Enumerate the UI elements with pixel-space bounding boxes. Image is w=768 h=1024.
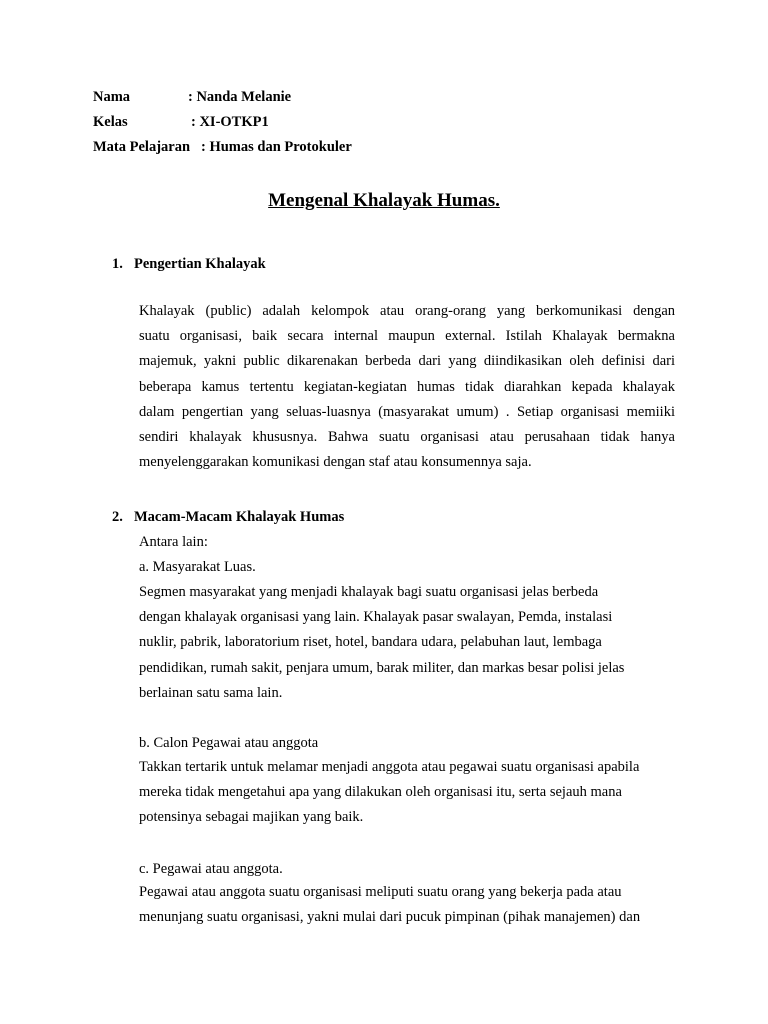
subsection-b-title: b. Calon Pegawai atau anggota [139, 735, 319, 751]
subsection-b-line: Takkan tertarik untuk melamar menjadi anggota atau pegawai suatu organisasi apabila [139, 759, 640, 775]
subsection-a-paragraph [139, 580, 684, 706]
header-mapel-row [93, 138, 352, 156]
section1-paragraph [139, 299, 675, 475]
subsection-a-line: pendidikan, rumah sakit, penjara umum, barak militer, dan markas besar polisi jelas [139, 659, 625, 676]
section1-heading [112, 255, 266, 273]
section1-line: suatu organisasi, baik secara internal maupun external. Istilah Khalayak bermakna [139, 328, 675, 345]
mapel-value: : Humas dan Protokuler [201, 139, 352, 155]
kelas-value: : XI-OTKP1 [191, 114, 269, 130]
subsection-c-line: menunjang suatu organisasi, yakni mulai dari pucuk pimpinan (pihak manajemen) dan [139, 909, 641, 926]
subsection-c-paragraph [139, 880, 684, 930]
page-title: Mengenal Khalayak Humas. [268, 190, 500, 211]
section1-line: dalam pengertian yang seluas-luasnya (masyarakat umum) . Setiap organisasi memiiki [139, 403, 675, 420]
nama-label: Nama [93, 89, 131, 105]
subsection-b-line: potensinya sebagai majikan yang baik. [139, 809, 364, 826]
section2-number: 2. [112, 509, 123, 525]
subsection-b-paragraph [139, 755, 684, 831]
section1-heading-text: Pengertian Khalayak [134, 256, 266, 272]
section1-line: Khalayak (public) adalah kelompok atau orang-orang yang berkomunikasi dengan [139, 303, 675, 319]
subsection-a-line: dengan khalayak organisasi yang lain. Khalayak pasar swalayan, Pemda, instalasi [139, 609, 613, 626]
subsection-a-title: a. Masyarakat Luas. [139, 559, 256, 575]
subsection-a-line: Segmen masyarakat yang menjadi khalayak bagi suatu organisasi jelas berbeda [139, 584, 599, 600]
section1-line: sendiri khalayak khususnya. Bahwa suatu organisasi atau perusahaan tidak hanya [139, 428, 675, 445]
subsection-c-line: Pegawai atau anggota suatu organisasi meliputi suatu orang yang bekerja pada atau [139, 884, 622, 900]
section1-line: menyelenggarakan komunikasi dengan staf atau konsumennya saja. [139, 454, 532, 471]
mapel-label: Mata Pelajaran [93, 139, 191, 155]
section2-heading [112, 508, 344, 526]
section2-intro: Antara lain: [139, 534, 208, 550]
header-kelas-row [93, 113, 269, 131]
section1-line: beberapa kamus tertentu kegiatan-kegiatan humas tidak diarahkan kepada khalayak [139, 378, 675, 395]
section1-number: 1. [112, 256, 123, 272]
subsection-b-line: mereka tidak mengetahui apa yang dilakukan oleh organisasi itu, serta sejauh mana [139, 784, 622, 801]
kelas-label: Kelas [93, 114, 128, 130]
subsection-c-title: c. Pegawai atau anggota. [139, 861, 283, 877]
nama-value: : Nanda Melanie [188, 89, 292, 105]
section2-heading-text: Macam-Macam Khalayak Humas [134, 509, 345, 525]
header-nama-row [93, 88, 292, 106]
section1-line: majemuk, yakni public dikarenakan berbeda dari yang diindikasikan oleh definisi dari [139, 353, 675, 370]
subsection-a-line: berlainan satu sama lain. [139, 684, 283, 701]
subsection-a-line: nuklir, pabrik, laboratorium riset, hotel, bandara udara, pelabuhan laut, lembaga [139, 634, 602, 651]
